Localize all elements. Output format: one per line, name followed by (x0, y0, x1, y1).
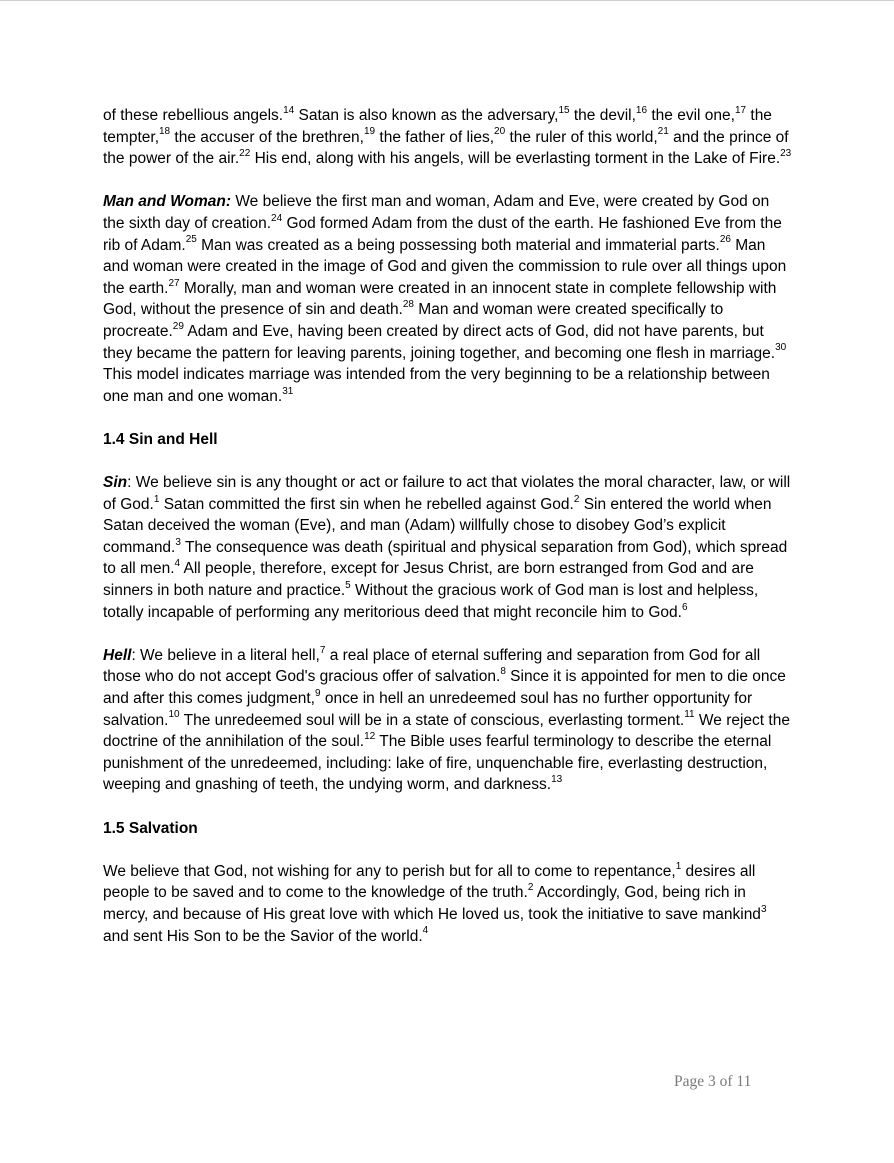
footnote-ref[interactable]: 18 (159, 126, 171, 138)
footnote-ref[interactable]: 31 (282, 385, 294, 397)
text-run: : We believe sin is any thought or act or failure to act that violates the moral character, law, or will of God. (103, 474, 791, 513)
text-run: Man was created as a being possessing both material and immaterial parts. (196, 236, 720, 254)
text-run: We reject the doctrine of the annihilation of the soul. (103, 711, 790, 751)
text-run: Sin entered the world when Satan deceived the woman (Eve), and man (Adam) willfully chose to disobey God’s explicit command. (103, 495, 772, 556)
text-run: All people, therefore, except for Jesus Christ, are born estranged from God and are sinners in both nature and practice. (103, 560, 754, 600)
footnote-ref[interactable]: 25 (185, 234, 197, 246)
text-run: the accuser of the brethren, (170, 128, 364, 146)
footnote-ref[interactable]: 19 (364, 126, 376, 138)
text-run: the tempter, (103, 107, 772, 146)
text-run: This model indicates marriage was intended from the very beginning to be a relationship between one man and one woman. (103, 366, 770, 405)
footnote-ref[interactable]: 4 (422, 925, 429, 937)
footnote-ref[interactable]: 24 (271, 212, 283, 224)
text-run: The unredeemed soul will be in a state of conscious, everlasting torment. (179, 711, 685, 729)
footnote-ref[interactable]: 26 (719, 234, 731, 246)
footnote-ref[interactable]: 15 (558, 104, 570, 116)
term-label: Hell (103, 646, 132, 664)
footnote-ref[interactable]: 10 (168, 709, 180, 721)
term-label: Man and Woman: (103, 193, 232, 211)
footnote-ref[interactable]: 29 (172, 320, 184, 332)
text-run: Accordingly, God, being rich in mercy, and because of His great love with which He loved us, took the initiative to save mankind (103, 884, 761, 923)
footnote-ref[interactable]: 7 (319, 644, 326, 656)
text-run: His end, along with his angels, will be everlasting torment in the Lake of Fire. (250, 150, 781, 168)
footnote-ref[interactable]: 30 (775, 342, 787, 354)
paragraph-salvation[interactable] (103, 861, 793, 947)
footnote-ref[interactable]: 5 (345, 579, 351, 591)
text-run: The Bible uses fearful terminology to describe the eternal punishment of the unredeemed, including: lake of fire, unquenchable fire, everlasting destruction, weeping and gnashing of teeth, the undying worm, and darkness. (103, 733, 772, 794)
text-run: and the prince of the power of the air. (103, 128, 789, 168)
text-run: the ruler of this world, (505, 128, 658, 146)
text-run: Satan committed the first sin when he rebelled against God. (159, 495, 574, 513)
footnote-ref[interactable]: 11 (684, 709, 695, 721)
footnote-ref[interactable]: 1 (675, 860, 682, 872)
footnote-ref[interactable]: 27 (168, 277, 180, 289)
text-run: Man and woman were created specifically to procreate. (103, 301, 724, 340)
footnote-ref[interactable]: 1 (153, 493, 160, 505)
paragraph-satan-names[interactable] (103, 105, 793, 170)
page-number: Page 3 of 11 (674, 1073, 752, 1090)
text-run: a real place of eternal suffering and separation from God for all those who do not accept God's gracious offer of salvation. (103, 646, 761, 686)
text-run: once in hell an unredeemed soul has no further opportunity for salvation. (103, 690, 753, 729)
footnote-ref[interactable]: 22 (239, 148, 251, 160)
paragraph-man-and-woman[interactable] (103, 191, 793, 407)
footnote-ref[interactable]: 8 (500, 666, 506, 678)
text-run: Without the gracious work of God man is lost and helpless, totally incapable of performing any meritorious deed that might reconcile him to God. (103, 582, 759, 621)
section-heading-salvation: 1.5 Salvation (103, 819, 198, 837)
footnote-ref[interactable]: 14 (283, 104, 295, 116)
text-run: the devil, (569, 107, 636, 124)
footnote-ref[interactable]: 17 (734, 104, 747, 116)
footnote-ref[interactable]: 13 (551, 774, 563, 786)
footnote-ref[interactable]: 2 (573, 493, 580, 505)
document-body[interactable] (103, 105, 793, 969)
text-run: the father of lies, (375, 128, 495, 146)
text-run: Morally, man and woman were created in an innocent state in complete fellowship with God, without the presence of sin and death. (103, 279, 777, 319)
text-run: of these rebellious angels. (103, 107, 284, 124)
paragraph-hell[interactable] (103, 645, 793, 796)
text-run: Adam and Eve, having been created by direct acts of God, did not have parents, but they became the pattern for leaving parents, joining together, and becoming one flesh in marriage. (103, 322, 776, 362)
footnote-ref[interactable]: 16 (635, 104, 648, 116)
text-run: and sent His Son to be the Savior of the world. (103, 927, 423, 945)
footnote-ref[interactable]: 4 (174, 558, 181, 570)
footnote-ref[interactable]: 3 (760, 903, 767, 915)
footnote-ref[interactable]: 3 (175, 536, 181, 548)
text-run: God formed Adam from the dust of the earth. He fashioned Eve from the rib of Adam. (103, 214, 782, 254)
text-run: We believe the first man and woman, Adam and Eve, were created by God on the sixth day of creation. (103, 193, 770, 232)
text-run: Satan is also known as the adversary, (294, 107, 559, 124)
footnote-ref[interactable]: 6 (681, 601, 688, 613)
text-run: the evil one, (647, 107, 735, 124)
footnote-ref[interactable]: 23 (780, 148, 792, 160)
footnote-ref[interactable]: 9 (314, 687, 321, 699)
paragraph-sin[interactable] (103, 472, 793, 623)
text-run: Since it is appointed for men to die once and after this comes judgment, (103, 668, 786, 708)
footnote-ref[interactable]: 21 (657, 126, 669, 138)
footnote-ref[interactable]: 28 (402, 299, 414, 311)
footnote-ref[interactable]: 20 (494, 126, 506, 138)
text-run: : We believe in a literal hell, (131, 646, 320, 664)
section-heading-sin-and-hell: 1.4 Sin and Hell (103, 430, 218, 448)
footnote-ref[interactable]: 2 (527, 882, 534, 894)
term-label: Sin (103, 474, 128, 492)
footnote-ref[interactable]: 12 (364, 731, 376, 743)
text-run: We believe that God, not wishing for any to perish but for all to come to repentance, (103, 862, 676, 880)
text-run: Man and woman were created in the image of God and given the commission to rule over all things upon the earth. (103, 236, 787, 297)
text-run: desires all people to be saved and to come to the knowledge of the truth. (103, 862, 756, 902)
page-top-border (0, 0, 894, 1)
text-run: The consequence was death (spiritual and physical separation from God), which spread to all men. (103, 538, 788, 578)
